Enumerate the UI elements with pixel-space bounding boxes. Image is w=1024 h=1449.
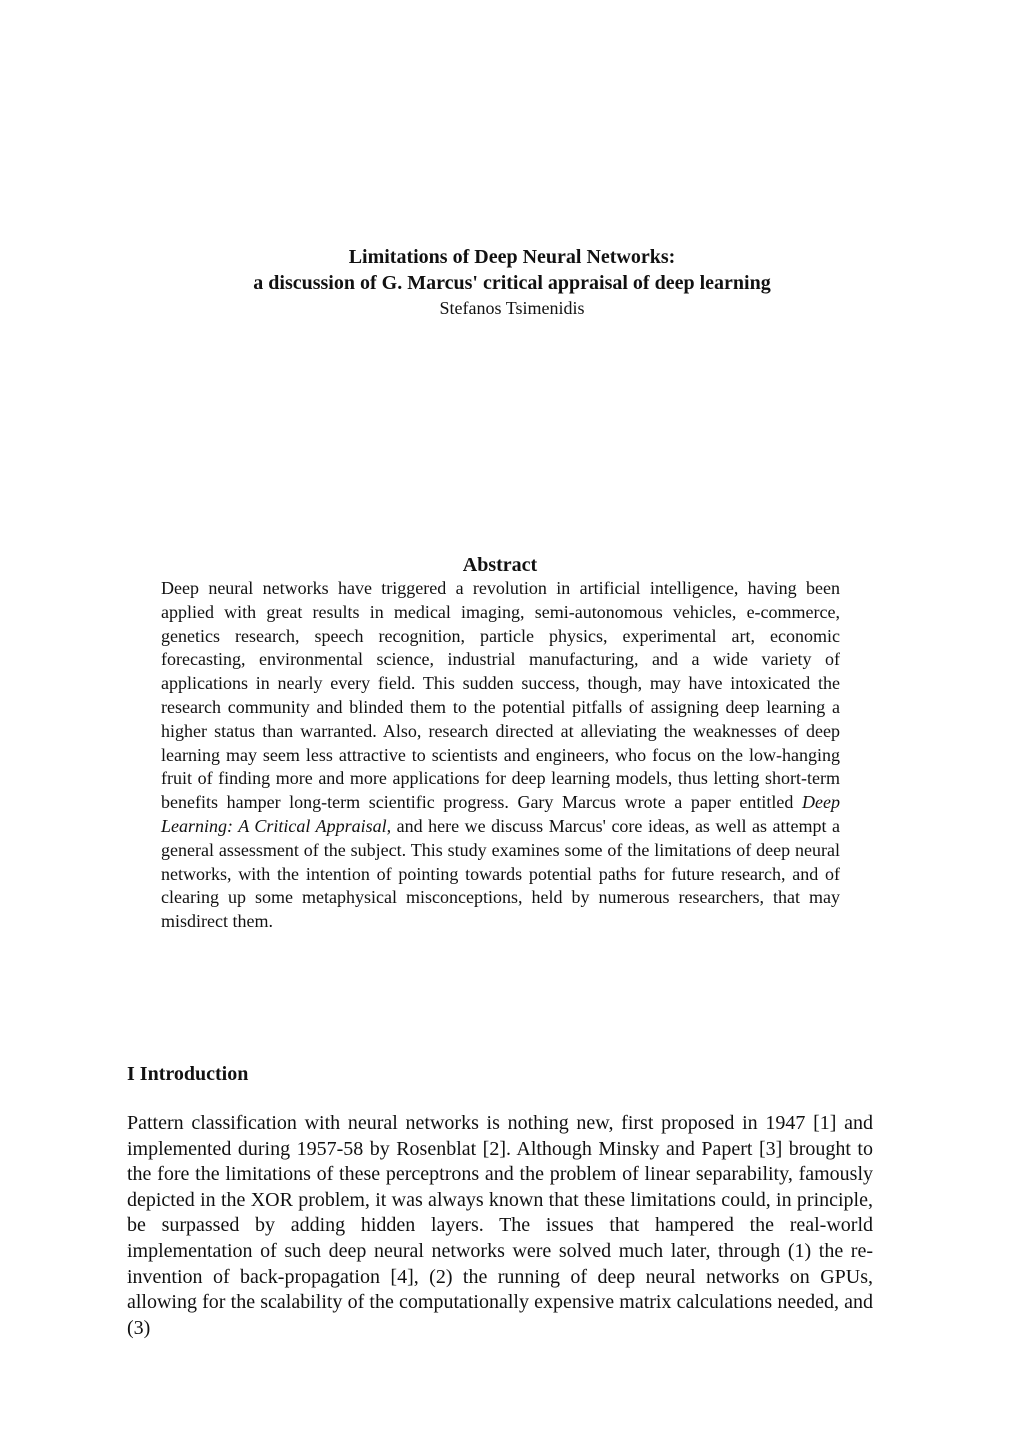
author-name: Stefanos Tsimenidis xyxy=(439,298,585,318)
abstract-text-part-1: Deep neural networks have triggered a revolution in artificial intelligence, having been applied with great results in medical imaging, semi-autonomous vehicles, e-commerce, genetics research, speech recognition, particle physics, experimental art, economic forecasting, environmental science, industrial manufacturing, and a wide variety of applications in nearly every field. This sudden success, though, may have intoxicated the research community and blinded them to the potential pitfalls of assigning deep learning a higher status than warranted. Also, research directed at alleviating the weaknesses of deep learning may seem less attractive to scientists and engineers, who focus on the low-hanging fruit of finding more and more applications for deep learning models, thus letting short-term benefits hamper long-term scientific progress. Gary Marcus wrote a paper entitled xyxy=(161,578,840,813)
abstract-text-part-2: and here we discuss Marcus' core ideas, as well as attempt a general assessment of the subject. This study examines some of the limitations of deep neural networks, with the intention of pointing towards potential paths for future research, and of clearing up some metaphysical misconceptions, held by numerous researchers, that may misdirect them. xyxy=(161,815,840,932)
abstract-heading: Abstract xyxy=(462,554,538,576)
abstract-body xyxy=(161,577,840,934)
introduction-body: Pattern classification with neural networks is nothing new, first proposed in 1947 [1] and implemented during 1957-58 by Rosenblat [2]. Although Minsky and Papert [3] brought to the fore the limitations of these perceptrons and the problem of linear separability, famously depicted in the XOR problem, it was always known that these limitations could, in principle, be surpassed by adding hidden layers. The issues that hampered the real-world implementation of such deep neural networks were solved much later, through (1) the re-invention of back-propagation [4], (2) the running of deep neural networks on GPUs, allowing for the scalability of the computationally expensive matrix calculations needed, and (3) xyxy=(127,1112,873,1339)
title-block xyxy=(0,244,1024,320)
paper-title-line-2: a discussion of G. Marcus' critical appraisal of deep learning xyxy=(253,272,771,294)
cited-paper-title: Deep Learning: A Critical Appraisal, xyxy=(161,792,840,836)
paper-title-line-1: Limitations of Deep Neural Networks: xyxy=(348,246,676,268)
introduction-heading: I Introduction xyxy=(127,1063,249,1085)
